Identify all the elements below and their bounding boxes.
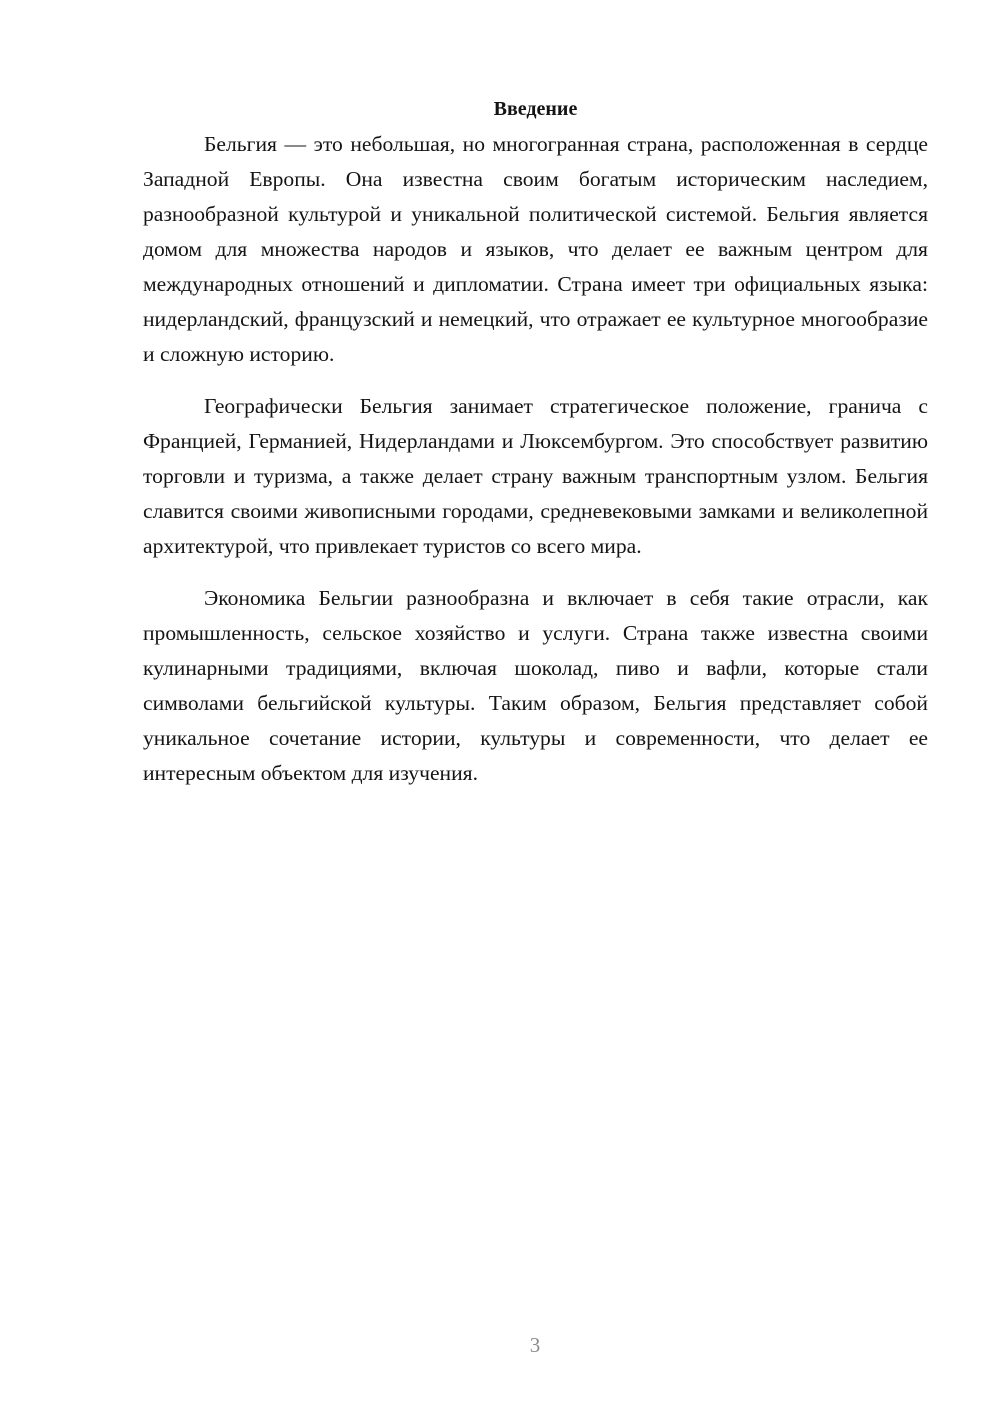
- page-number: 3: [529, 1333, 541, 1357]
- paragraph-3: Экономика Бельгии разнообразна и включает в себя такие отрасли, как промышленность, сельское хозяйство и услуги. Страна также известна своими кулинарными традициями, включая шоколад, пиво и вафли, которые стали символами бельгийской культуры. Таким образом, Бельгия представляет собой уникальное сочетание истории, культуры и современности, что делает ее интересным объектом для изучения.: [143, 586, 928, 785]
- page-content: [143, 95, 928, 791]
- paragraph-1: Бельгия — это небольшая, но многогранная страна, расположенная в сердце Западной Европы. Она известна своим богатым историческим наследием, разнообразной культурой и уникальной политической системой. Бельгия является домом для множества народов и языков, что делает ее важным центром для международных отношений и дипломатии. Страна имеет три официальных языка: нидерландский, французский и немецкий, что отражает ее культурное многообразие и сложную историю.: [143, 132, 928, 366]
- paragraph-2: Географически Бельгия занимает стратегическое положение, граничa с Францией, Германией, Нидерландами и Люксембургом. Это способствует развитию торговли и туризма, а также делает страну важным транспортным узлом. Бельгия славится своими живописными городами, средневековыми замками и великолепной архитектурой, что привлекает туристов со всего мира.: [143, 394, 928, 558]
- section-title: Введение: [493, 98, 578, 120]
